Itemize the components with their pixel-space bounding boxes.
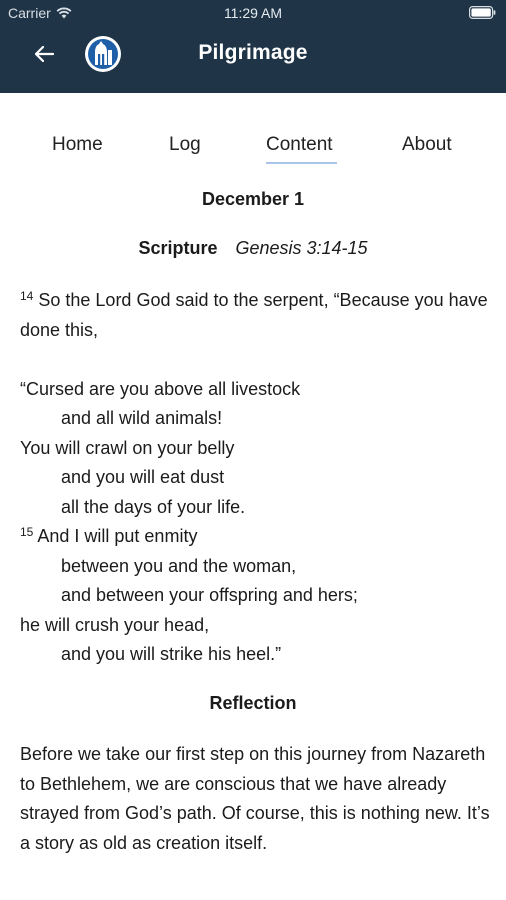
tab-bar (0, 134, 506, 170)
poem-line: You will crawl on your belly (20, 437, 235, 458)
scripture-heading (0, 238, 506, 259)
poem-line: and all wild animals! (61, 408, 223, 428)
tab-log[interactable]: Log (169, 134, 201, 155)
reflection-paragraph: Before we take our first step on this journey from Nazareth to Bethlehem, we are conscious that we have already strayed from God’s path. Of course, this is nothing new. It’s a story as old as creation itself. (20, 744, 490, 853)
verse-15-line (20, 522, 490, 552)
stanza-break (20, 345, 490, 375)
poem-line: and between your offspring and hers; (61, 585, 358, 605)
reflection-heading: Reflection (209, 693, 297, 713)
app-header (0, 0, 506, 93)
poem-line: between you and the woman, (61, 555, 297, 576)
scripture-reference: Genesis 3:14-15 (235, 238, 368, 258)
verse-number: 14 (20, 289, 34, 303)
poem-line: he will crush your head, (20, 614, 210, 635)
verse-number: 15 (20, 525, 34, 539)
tab-home[interactable]: Home (52, 134, 103, 155)
entry-date: December 1 (201, 189, 305, 209)
tab-about[interactable]: About (402, 134, 452, 155)
poem-line: and you will eat dust (61, 467, 225, 487)
poem-line: and you will strike his heel.” (61, 644, 282, 664)
poem-line: all the days of your life. (61, 496, 246, 517)
status-bar (0, 0, 506, 26)
tab-content[interactable]: Content (266, 134, 333, 155)
reflection-text (20, 740, 490, 858)
status-time: 11:29 AM (223, 5, 283, 21)
verse-text: And I will put enmity (37, 526, 198, 546)
poem-line: “Cursed are you above all livestock (20, 378, 301, 399)
battery-icon (469, 6, 496, 19)
verse-14-intro (20, 286, 490, 345)
scripture-text (20, 286, 490, 670)
carrier-label: Carrier (8, 5, 51, 21)
verse-text: So the Lord God said to the serpent, “Because you have done this, (20, 290, 488, 340)
active-tab-indicator (266, 162, 337, 164)
app-title: Pilgrimage (198, 41, 308, 64)
scripture-label: Scripture (138, 238, 218, 258)
